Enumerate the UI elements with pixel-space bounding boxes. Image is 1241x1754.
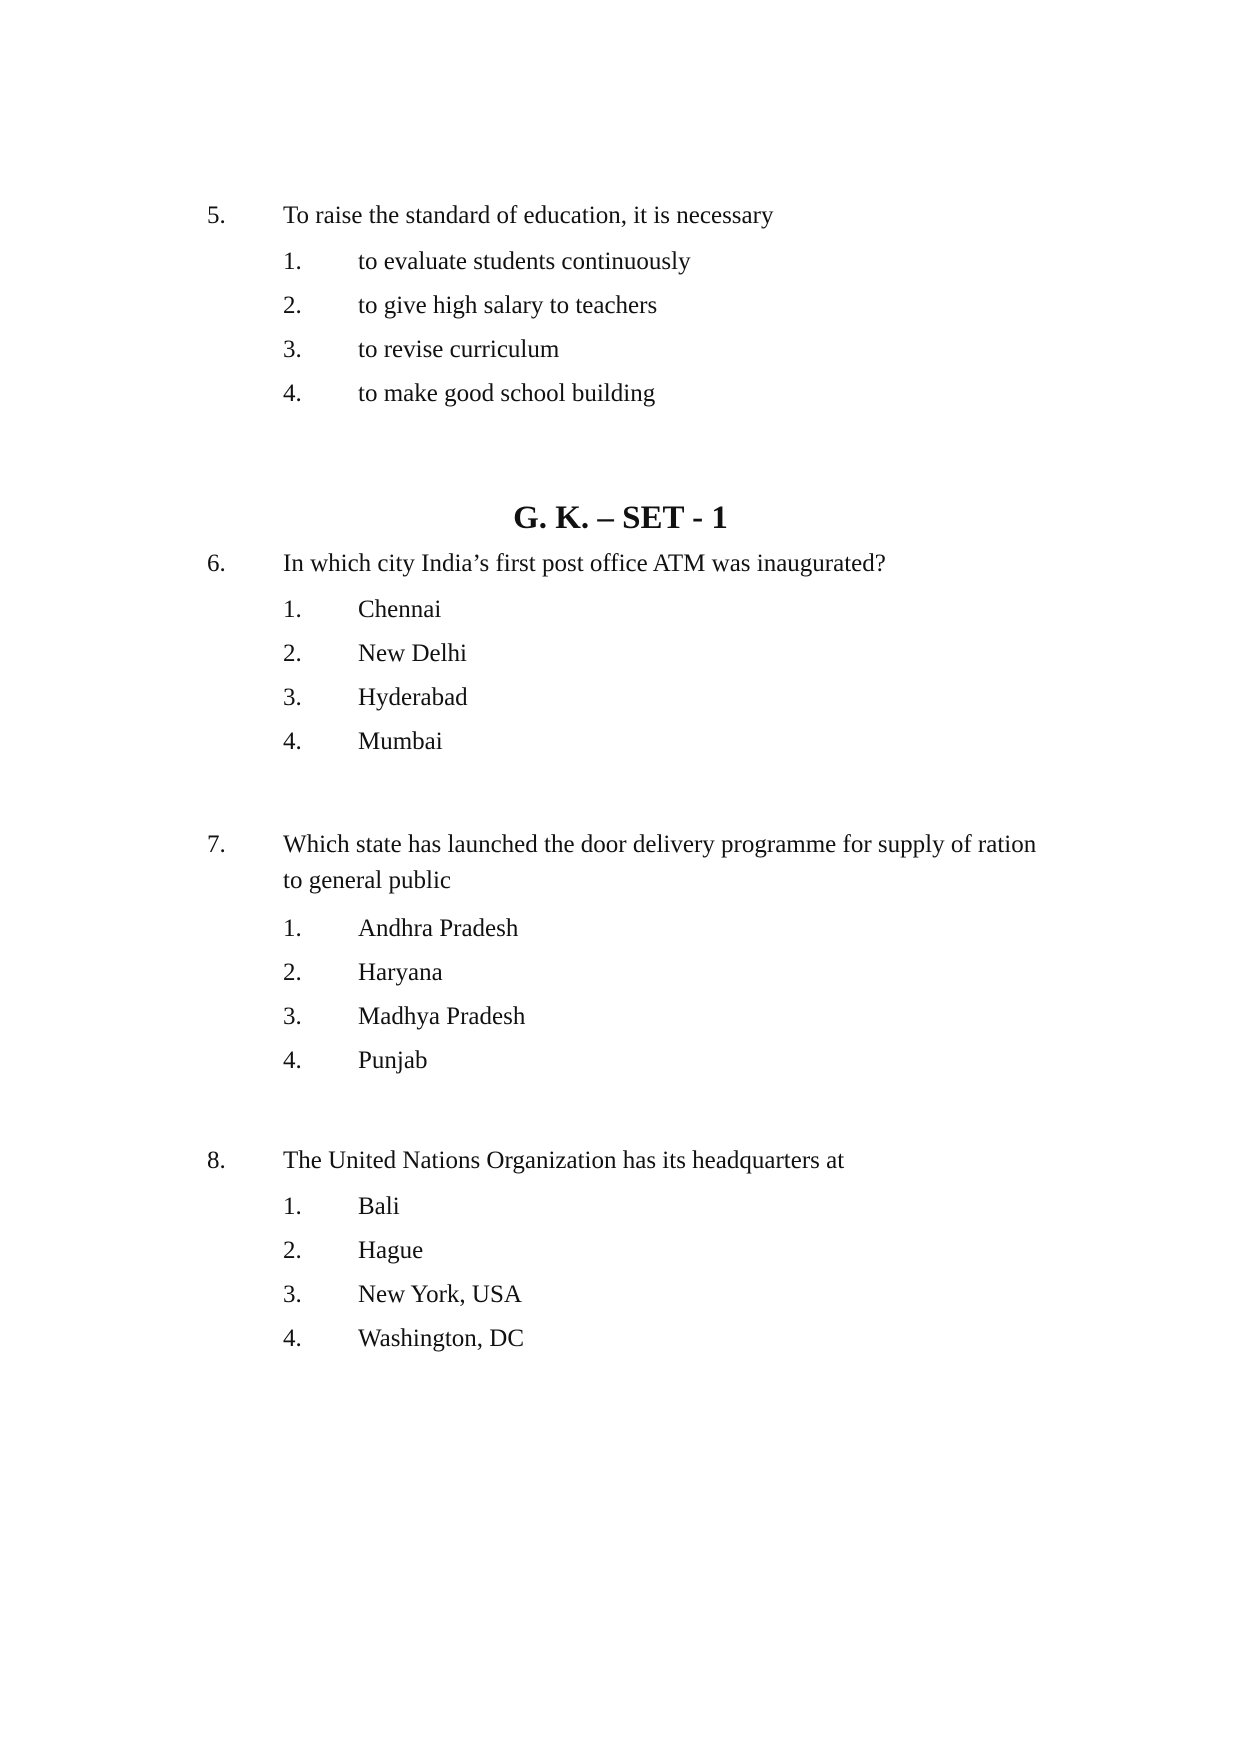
question-text: The United Nations Organization has its headquarters at [283, 1147, 845, 1174]
question-row [0, 198, 1241, 242]
option-item [0, 332, 1241, 376]
option-number: 1. [283, 915, 302, 942]
option-item [0, 724, 1241, 768]
option-number: 4. [283, 1325, 302, 1352]
question-number: 5. [207, 202, 226, 229]
option-item [0, 1189, 1241, 1233]
option-item [0, 1277, 1241, 1321]
option-text: New York, USA [358, 1281, 522, 1308]
options-list [0, 244, 1241, 420]
option-text: Mumbai [358, 728, 443, 755]
option-item [0, 999, 1241, 1043]
option-item [0, 955, 1241, 999]
option-item [0, 911, 1241, 955]
option-text: New Delhi [358, 640, 467, 667]
option-item [0, 376, 1241, 420]
option-number: 3. [283, 1281, 302, 1308]
question-row [0, 1143, 1241, 1187]
question-number: 6. [207, 550, 226, 577]
question-7 [0, 827, 1241, 1087]
question-8 [0, 1143, 1241, 1365]
options-list [0, 911, 1241, 1087]
option-item [0, 288, 1241, 332]
question-6 [0, 546, 1241, 768]
option-item [0, 1043, 1241, 1087]
option-number: 4. [283, 1047, 302, 1074]
section-title: G. K. – SET - 1 [513, 500, 728, 536]
option-number: 1. [283, 248, 302, 275]
option-item [0, 1233, 1241, 1277]
option-text: Hyderabad [358, 684, 468, 711]
option-text: Chennai [358, 596, 442, 623]
question-row [0, 546, 1241, 590]
option-text: to revise curriculum [358, 336, 560, 363]
options-list [0, 592, 1241, 768]
option-number: 2. [283, 292, 302, 319]
question-text: Which state has launched the door delivery programme for supply of ration to general public [283, 831, 1037, 894]
option-number: 4. [283, 380, 302, 407]
option-number: 2. [283, 959, 302, 986]
option-item [0, 680, 1241, 724]
option-text: Hague [358, 1237, 424, 1264]
option-text: Punjab [358, 1047, 428, 1074]
option-number: 2. [283, 1237, 302, 1264]
option-item [0, 592, 1241, 636]
option-text: Andhra Pradesh [358, 915, 519, 942]
option-text: to make good school building [358, 380, 656, 407]
option-item [0, 244, 1241, 288]
question-text: To raise the standard of education, it is necessary [283, 202, 774, 229]
option-item [0, 636, 1241, 680]
option-text: Haryana [358, 959, 443, 986]
question-row [0, 827, 1241, 909]
options-list [0, 1189, 1241, 1365]
question-5 [0, 198, 1241, 420]
question-text: In which city India’s first post office ATM was inaugurated? [283, 550, 886, 577]
option-text: Washington, DC [358, 1325, 525, 1352]
option-number: 1. [283, 1193, 302, 1220]
question-number: 7. [207, 831, 226, 858]
option-text: to evaluate students continuously [358, 248, 691, 275]
option-text: Bali [358, 1193, 400, 1220]
option-text: Madhya Pradesh [358, 1003, 526, 1030]
option-text: to give high salary to teachers [358, 292, 658, 319]
question-number: 8. [207, 1147, 226, 1174]
option-number: 3. [283, 684, 302, 711]
option-item [0, 1321, 1241, 1365]
option-number: 3. [283, 336, 302, 363]
option-number: 2. [283, 640, 302, 667]
option-number: 3. [283, 1003, 302, 1030]
option-number: 4. [283, 728, 302, 755]
option-number: 1. [283, 596, 302, 623]
